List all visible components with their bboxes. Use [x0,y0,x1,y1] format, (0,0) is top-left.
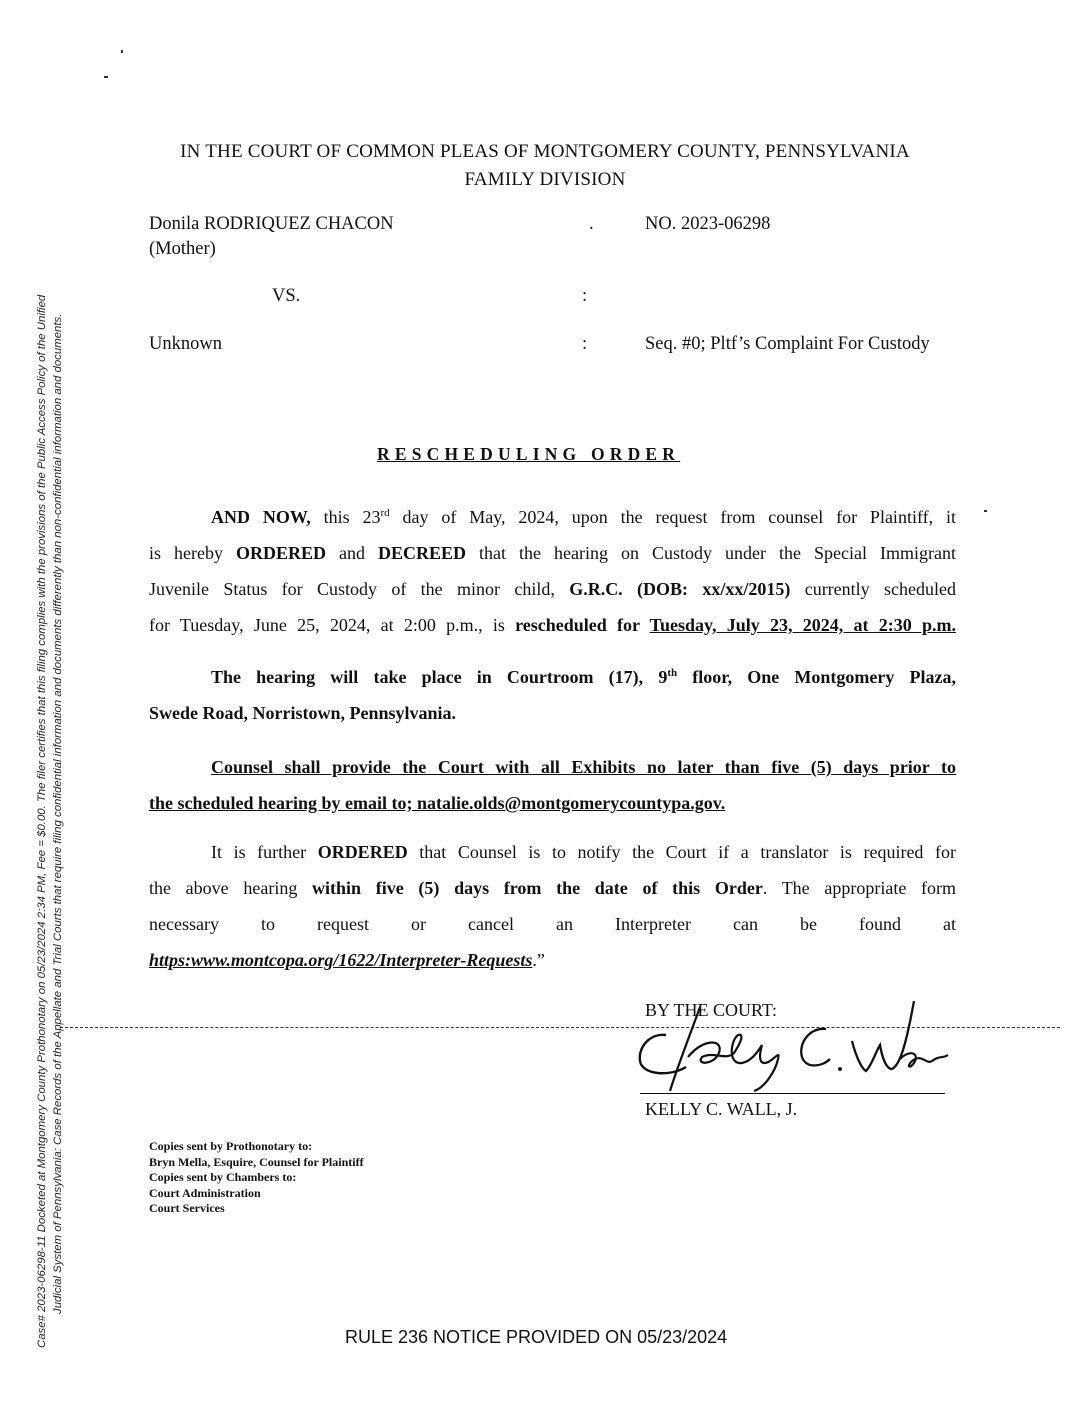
caption-separator: . [589,214,594,234]
new-hearing-date: Tuesday, July 23, 2024, at 2:30 p.m. [649,615,956,635]
caption-separator: : [582,286,588,306]
exhibit-email: the scheduled hearing by email to; natalie.olds@montgomerycountypa.gov. [149,793,726,813]
rule-236-notice: RULE 236 NOTICE PROVIDED ON 05/23/2024 [345,1327,728,1347]
signature-image [630,995,960,1095]
order-paragraph-3: Counsel shall provide the Court with all Exhibits no later than five (5) days prior to the scheduled hearing by email to; natalie.olds@montgomerycountypa.gov. [149,749,956,821]
division-heading: FAMILY DIVISION [464,169,626,190]
plaintiff-name: Donila RODRIQUEZ CHACON [149,214,394,234]
margin-notice-line-2: Judicial System of Pennsylvania: Case Records of the Appellate and Trial Courts that require filing confidential information and documents differently than non-confidential information and documents. [52,313,64,1314]
scan-mark [984,510,987,512]
margin-notice-line-1: Case# 2023-06298-11 Docketed at Montgomery County Prothonotary on 05/23/2024 2:34 PM, Fee = $0.00. The filer certifies that this filing complies with the provisions of the Public Access Policy of the Unified [36,294,48,1348]
child-identifier: G.R.C. (DOB: xx/xx/2015) [569,579,791,599]
scan-mark [104,76,108,78]
plaintiff-role: (Mother) [149,239,216,259]
margin-notice [0,0,90,1404]
copies-list [149,1139,364,1217]
interpreter-requests-link[interactable]: https:www.montcopa.org/1622/Interpreter-Requests [149,950,533,970]
copies-line: Copies sent by Prothonotary to: [149,1139,313,1153]
order-title: RESCHEDULING ORDER [377,444,681,464]
order-paragraph-4: It is further ORDERED that Counsel is to notify the Court if a translator is required for the above hearing within five (5) days from the date of this Order. The appropriate form necessary to request or cancel an Interpreter can be found at https:www.montcopa.org/1622/Interpreter-Requests.” [149,842,956,970]
case-number: NO. 2023-06298 [645,214,771,234]
copies-line: Court Services [149,1201,225,1215]
judge-name: KELLY C. WALL, J. [645,1099,798,1119]
copies-line: Copies sent by Chambers to: [149,1170,297,1184]
versus: VS. [272,286,301,306]
defendant-name: Unknown [149,334,222,354]
court-heading: IN THE COURT OF COMMON PLEAS OF MONTGOMERY COUNTY, PENNSYLVANIA [180,141,910,162]
copies-line: Bryn Mella, Esquire, Counsel for Plaintiff [149,1154,364,1169]
order-paragraph-1: AND NOW, this 23rd day of May, 2024, upon the request from counsel for Plaintiff, it is hereby ORDERED and DECREED that the hearing on Custody under the Special Immigrant Juvenile Status for Custody of the minor child, G.R.C. (DOB: xx/xx/2015) currently scheduled for Tuesday, June 25, 2024, at 2:00 p.m., is rescheduled for Tuesday, July 23, 2024, at 2:30 p.m. [149,507,957,635]
copies-line: Court Administration [149,1185,261,1200]
sequence-description: Seq. #0; Pltf’s Complaint For Custody [645,334,930,354]
caption-separator: : [582,334,588,354]
and-now-lead: AND NOW, [211,507,311,527]
judge-signature [630,995,960,1095]
signature-line [640,1093,945,1094]
by-the-court: BY THE COURT: [645,1000,778,1020]
order-paragraph-2: The hearing will take place in Courtroom (17), 9th floor, One Montgomery Plaza, Swede Road, Norristown, Pennsylvania. [149,667,956,723]
scan-mark [121,50,123,53]
